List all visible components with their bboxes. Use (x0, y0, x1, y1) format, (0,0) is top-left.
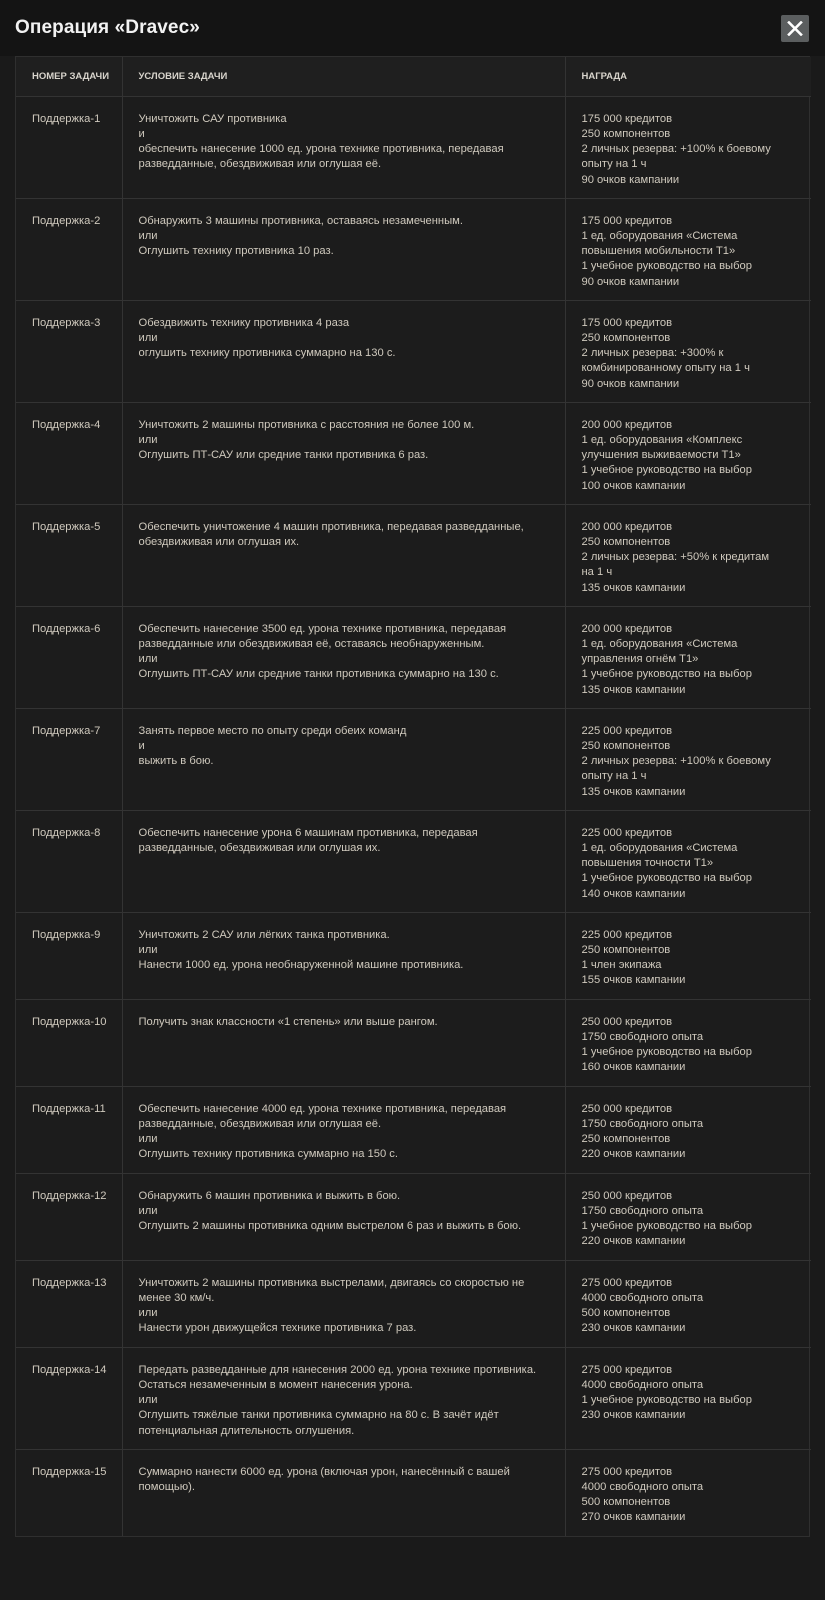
dialog-header (0, 0, 825, 56)
task-number-cell: Поддержка-9 (16, 912, 122, 999)
task-condition-cell: Обеспечить нанесение 3500 ед. урона технике противника, передавая разведданные или обездвиживая её, оставаясь необнаруженным. или Оглушить ПТ-САУ или средние танки противника суммарно на 130 с. (122, 606, 565, 708)
column-header-task-number: НОМЕР ЗАДАЧИ (16, 57, 122, 96)
table-row (16, 402, 811, 504)
task-number-cell: Поддержка-10 (16, 999, 122, 1086)
task-condition-cell: Обеспечить нанесение 4000 ед. урона технике противника, передавая разведданные, обездвиживая или оглушая её. или Оглушить технику противника суммарно на 150 с. (122, 1086, 565, 1173)
task-number-cell: Поддержка-15 (32, 1465, 107, 1478)
table-header-row (16, 57, 811, 96)
task-condition-cell: Уничтожить 2 машины противника выстрелами, двигаясь со скоростью не менее 30 км/ч. или Нанести урон движущейся технике противника 7 раз. (122, 1260, 565, 1347)
task-condition-cell: Передать разведданные для нанесения 2000 ед. урона технике противника. Остаться незамеченным в момент нанесения урона. или Оглушить тяжёлые танки противника суммарно на 80 с. В зачёт идёт потенциальная длительность оглушения. (122, 1347, 565, 1449)
table-row (16, 912, 811, 999)
table-row (16, 300, 811, 402)
task-condition-cell: Обеспечить нанесение урона 6 машинам противника, передавая разведданные, обездвиживая или оглушая их. (122, 810, 565, 912)
task-reward-cell: 275 000 кредитов 4000 свободного опыта 1 учебное руководство на выбор 230 очков кампании (565, 1347, 811, 1449)
task-reward-cell: 275 000 кредитов 4000 свободного опыта 500 компонентов 230 очков кампании (565, 1260, 811, 1347)
task-reward-cell: 250 000 кредитов 1750 свободного опыта 1 учебное руководство на выбор 160 очков кампании (565, 999, 811, 1086)
task-condition-cell: Обездвижить технику противника 4 раза или оглушить технику противника суммарно на 130 с. (122, 300, 565, 402)
task-reward-cell: 200 000 кредитов 1 ед. оборудования «Комплекс улучшения выживаемости T1» 1 учебное руководство на выбор 100 очков кампании (565, 402, 811, 504)
tasks-table (16, 57, 811, 1536)
table-row (16, 198, 811, 300)
task-condition-cell: Уничтожить САУ противника и обеспечить нанесение 1000 ед. урона технике противника, передавая разведданные, обездвиживая или оглушая её. (122, 96, 565, 198)
task-reward-cell: 225 000 кредитов 250 компонентов 1 член экипажа 155 очков кампании (565, 912, 811, 999)
table-row (16, 504, 811, 606)
task-condition-cell: Обеспечить уничтожение 4 машин противника, передавая разведданные, обездвиживая или оглушая их. (122, 504, 565, 606)
task-reward-cell: 250 000 кредитов 1750 свободного опыта 250 компонентов 220 очков кампании (565, 1086, 811, 1173)
task-reward-cell: 250 000 кредитов 1750 свободного опыта 1 учебное руководство на выбор 220 очков кампании (565, 1173, 811, 1260)
task-condition-cell: Обнаружить 6 машин противника и выжить в бою. или Оглушить 2 машины противника одним выстрелом 6 раз и выжить в бою. (122, 1173, 565, 1260)
table-row (16, 999, 811, 1086)
task-number-cell: Поддержка-6 (16, 606, 122, 708)
task-number-cell: Поддержка-13 (16, 1260, 122, 1347)
task-number-cell: Поддержка-2 (16, 198, 122, 300)
tasks-table-container (15, 56, 810, 1537)
dialog-title: Операция «Dravec» (15, 17, 200, 38)
table-row (16, 1347, 811, 1449)
task-reward-cell: 175 000 кредитов 250 компонентов 2 личных резерва: +300% к комбинированному опыту на 1 ч 90 очков кампании (565, 300, 811, 402)
task-number-cell: Поддержка-11 (16, 1086, 122, 1173)
task-condition-cell: Уничтожить 2 САУ или лёгких танка противника. или Нанести 1000 ед. урона необнаруженной машине противника. (122, 912, 565, 999)
task-number-cell: Поддержка-8 (16, 810, 122, 912)
task-reward-cell: 175 000 кредитов 250 компонентов 2 личных резерва: +100% к боевому опыту на 1 ч 90 очков кампании (565, 96, 811, 198)
task-number-cell: Поддержка-1 (16, 96, 122, 198)
task-reward-cell: 175 000 кредитов 1 ед. оборудования «Система повышения мобильности T1» 1 учебное руководство на выбор 90 очков кампании (565, 198, 811, 300)
task-condition-cell: Занять первое место по опыту среди обеих команд и выжить в бою. (122, 708, 565, 810)
table-row (16, 1449, 811, 1536)
task-reward-cell: 200 000 кредитов 250 компонентов 2 личных резерва: +50% к кредитам на 1 ч 135 очков кампании (565, 504, 811, 606)
task-number-cell: Поддержка-5 (16, 504, 122, 606)
close-icon (787, 21, 803, 36)
task-number-cell: Поддержка-4 (16, 402, 122, 504)
task-condition-cell: Получить знак классности «1 степень» или выше рангом. (122, 999, 565, 1086)
task-reward-cell: 225 000 кредитов 1 ед. оборудования «Система повышения точности T1» 1 учебное руководство на выбор 140 очков кампании (565, 810, 811, 912)
table-row (16, 1173, 811, 1260)
table-row (16, 96, 811, 198)
close-button[interactable] (781, 15, 809, 42)
table-row (16, 1086, 811, 1173)
table-row (16, 810, 811, 912)
table-row (16, 1260, 811, 1347)
table-row (16, 708, 811, 810)
task-condition-cell: Уничтожить 2 машины противника с расстояния не более 100 м. или Оглушить ПТ-САУ или средние танки противника 6 раз. (122, 402, 565, 504)
task-condition-cell: Суммарно нанести 6000 ед. урона (включая урон, нанесённый с вашей помощью). (122, 1449, 565, 1536)
table-row (16, 606, 811, 708)
task-condition-cell: Обнаружить 3 машины противника, оставаясь незамеченным. или Оглушить технику противника 10 раз. (122, 198, 565, 300)
column-header-reward: НАГРАДА (565, 57, 811, 96)
task-number-cell: Поддержка-12 (16, 1173, 122, 1260)
task-number-cell: Поддержка-7 (16, 708, 122, 810)
task-number-cell: Поддержка-3 (16, 300, 122, 402)
task-number-cell: Поддержка-14 (16, 1347, 122, 1449)
column-header-condition: УСЛОВИЕ ЗАДАЧИ (122, 57, 565, 96)
task-reward-cell: 275 000 кредитов 4000 свободного опыта 500 компонентов 270 очков кампании (565, 1449, 811, 1536)
task-reward-cell: 225 000 кредитов 250 компонентов 2 личных резерва: +100% к боевому опыту на 1 ч 135 очков кампании (565, 708, 811, 810)
task-reward-cell: 200 000 кредитов 1 ед. оборудования «Система управления огнём T1» 1 учебное руководство на выбор 135 очков кампании (565, 606, 811, 708)
